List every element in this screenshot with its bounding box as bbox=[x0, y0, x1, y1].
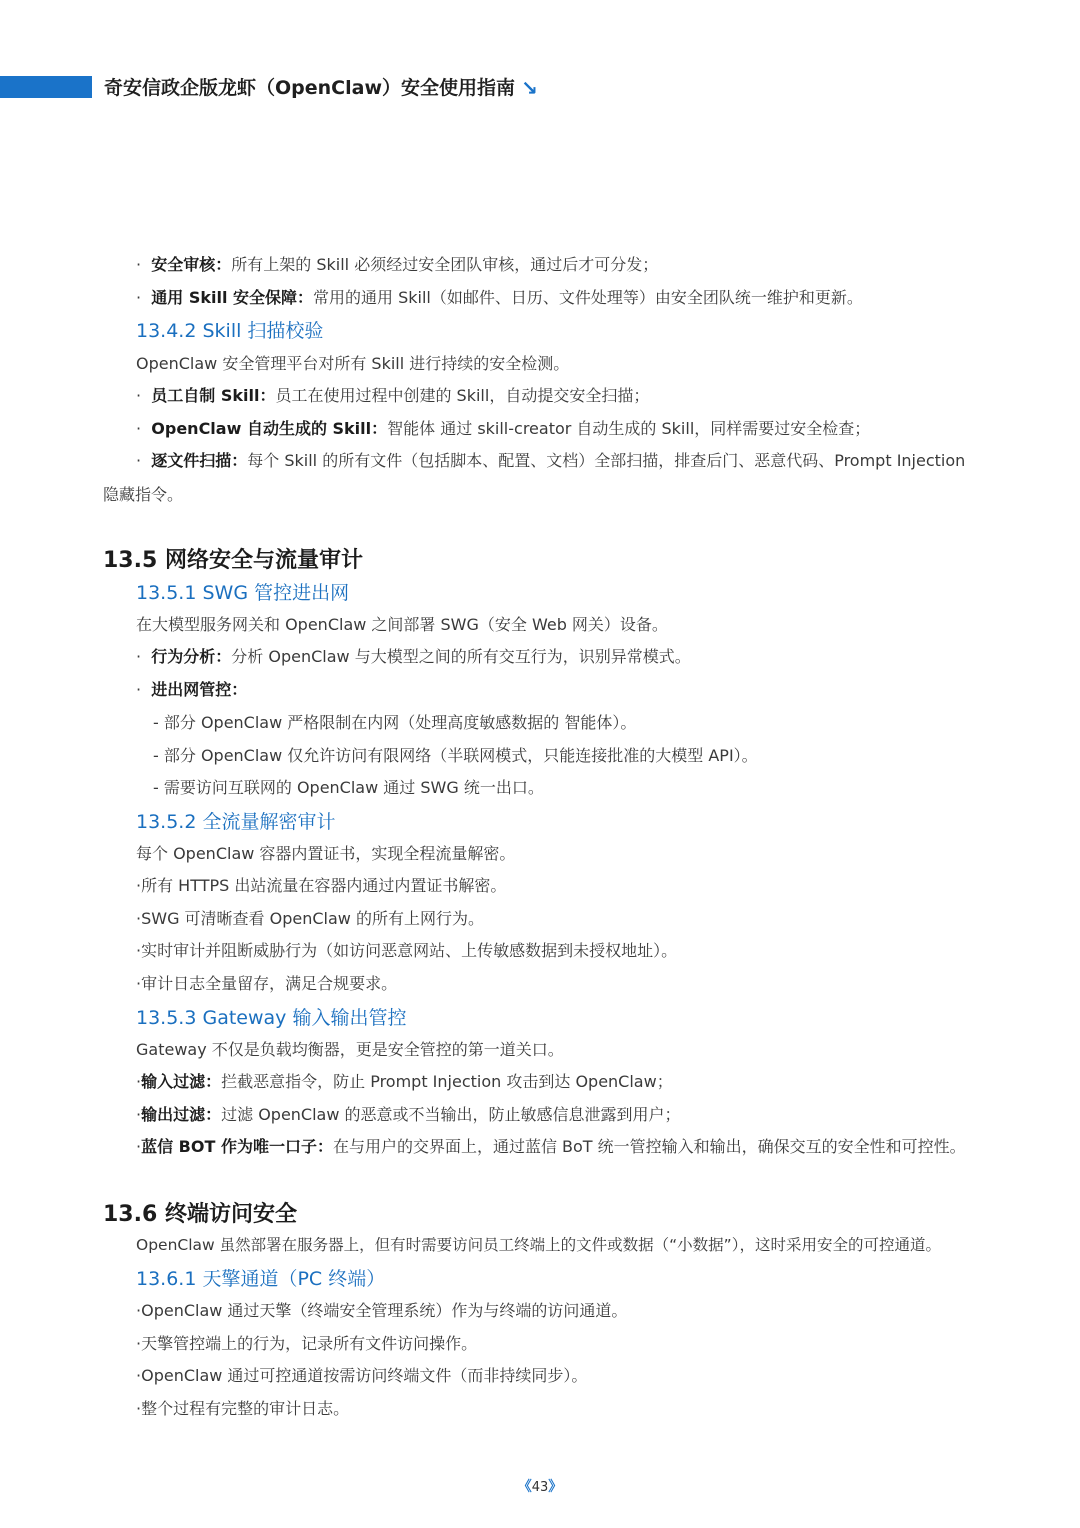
list-item bbox=[136, 646, 691, 668]
list-item bbox=[136, 679, 247, 701]
bullet: · bbox=[136, 974, 142, 993]
header-title: 奇安信政企版龙虾（OpenClaw）安全使用指南 bbox=[104, 77, 515, 99]
list-item-text: 整个过程有完整的审计日志。 bbox=[141, 1399, 350, 1418]
bullet: · bbox=[136, 1301, 142, 1320]
list-item bbox=[136, 418, 870, 440]
bullet: · bbox=[136, 647, 142, 666]
dash-item: - 部分 OpenClaw 严格限制在内网（处理高度敏感数据的 智能体）。 bbox=[153, 713, 637, 732]
list-item-text: 所有上架的 Skill 必须经过安全团队审核，通过后才可分发； bbox=[231, 255, 659, 274]
dash-item: - 需要访问互联网的 OpenClaw 通过 SWG 统一出口。 bbox=[153, 778, 544, 797]
list-item-term: 输出过滤： bbox=[141, 1105, 222, 1124]
subsection-heading-13-5-3: 13.5.3 Gateway 输入输出管控 bbox=[136, 1007, 407, 1029]
list-item-text: 拦截恶意指令，防止 Prompt Injection 攻击到达 OpenClaw； bbox=[221, 1072, 673, 1091]
list-item-text: 智能体 通过 skill-creator 自动生成的 Skill，同样需要过安全检查； bbox=[387, 419, 871, 438]
left-chevron-icon: 《 bbox=[517, 1479, 532, 1495]
paragraph: 每个 OpenClaw 容器内置证书，实现全程流量解密。 bbox=[136, 844, 516, 863]
list-item-text: 实时审计并阻断威胁行为（如访问恶意网站、上传敏感数据到未授权地址）。 bbox=[141, 941, 678, 960]
list-item bbox=[136, 1104, 681, 1126]
list-item-text: OpenClaw 通过天擎（终端安全管理系统）作为与终端的访问通道。 bbox=[141, 1301, 628, 1320]
bullet: · bbox=[136, 1137, 142, 1156]
list-item-continuation: 隐藏指令。 bbox=[103, 485, 184, 504]
list-item-term: 输入过滤： bbox=[141, 1072, 222, 1091]
list-item bbox=[136, 875, 506, 897]
list-item-term: 安全审核： bbox=[151, 255, 232, 274]
list-item-text: 过滤 OpenClaw 的恶意或不当输出，防止敏感信息泄露到用户； bbox=[221, 1105, 681, 1124]
list-item-term: 行为分析： bbox=[151, 647, 232, 666]
arrow-down-right-icon: ↘ bbox=[521, 76, 538, 100]
list-item-term: 通用 Skill 安全保障： bbox=[151, 288, 314, 307]
bullet: · bbox=[136, 876, 142, 895]
bullet: · bbox=[136, 419, 142, 438]
section-heading-13-6: 13.6 终端访问安全 bbox=[103, 1202, 297, 1227]
list-item-text: 天擎管控端上的行为，记录所有文件访问操作。 bbox=[141, 1334, 478, 1353]
paragraph: Gateway 不仅是负载均衡器，更是安全管控的第一道关口。 bbox=[136, 1040, 564, 1059]
list-item-term: 进出网管控： bbox=[151, 680, 248, 699]
list-item bbox=[136, 450, 965, 472]
paragraph: OpenClaw 虽然部署在服务器上，但有时需要访问员工终端上的文件或数据（“小数据”），这时采用安全的可控通道。 bbox=[136, 1236, 941, 1254]
bullet: · bbox=[136, 288, 142, 307]
page-number-value: 43 bbox=[531, 1480, 549, 1495]
list-item bbox=[136, 254, 658, 276]
bullet: · bbox=[136, 1334, 142, 1353]
paragraph: 在大模型服务网关和 OpenClaw 之间部署 SWG（安全 Web 网关）设备。 bbox=[136, 615, 668, 634]
list-item bbox=[136, 908, 484, 930]
subsection-heading-13-5-2: 13.5.2 全流量解密审计 bbox=[136, 811, 336, 833]
list-item bbox=[136, 940, 677, 962]
list-item bbox=[136, 287, 863, 309]
list-item-term: OpenClaw 自动生成的 Skill： bbox=[151, 419, 388, 438]
bullet: · bbox=[136, 909, 142, 928]
subsection-heading-13-4-2: 13.4.2 Skill 扫描校验 bbox=[136, 320, 324, 342]
bullet: · bbox=[136, 451, 142, 470]
list-item-text: 常用的通用 Skill（如邮件、日历、文件处理等）由安全团队统一维护和更新。 bbox=[313, 288, 863, 307]
list-item-text: 审计日志全量留存，满足合规要求。 bbox=[141, 974, 398, 993]
list-item bbox=[136, 1365, 587, 1387]
list-item-term: 员工自制 Skill： bbox=[151, 386, 276, 405]
list-item bbox=[136, 1300, 627, 1322]
list-item-text: 分析 OpenClaw 与大模型之间的所有交互行为，识别异常模式。 bbox=[231, 647, 691, 666]
list-item bbox=[136, 1398, 349, 1420]
header-accent-bar bbox=[0, 76, 92, 98]
list-item-text: OpenClaw 通过可控通道按需访问终端文件（而非持续同步）。 bbox=[141, 1366, 588, 1385]
list-item-term: 逐文件扫描： bbox=[151, 451, 248, 470]
paragraph: OpenClaw 安全管理平台对所有 Skill 进行持续的安全检测。 bbox=[136, 354, 570, 373]
right-chevron-icon: 》 bbox=[548, 1479, 563, 1495]
list-item-text: SWG 可清晰查看 OpenClaw 的所有上网行为。 bbox=[141, 909, 484, 928]
section-heading-13-5: 13.5 网络安全与流量审计 bbox=[103, 548, 363, 573]
list-item bbox=[136, 1136, 966, 1158]
bullet: · bbox=[136, 255, 142, 274]
bullet: · bbox=[136, 680, 142, 699]
document-header bbox=[104, 74, 538, 102]
list-item bbox=[136, 973, 397, 995]
list-item bbox=[136, 1071, 673, 1093]
list-item bbox=[136, 1333, 477, 1355]
subsection-heading-13-6-1: 13.6.1 天擎通道（PC 终端） bbox=[136, 1268, 386, 1290]
list-item-text: 在与用户的交界面上，通过蓝信 BoT 统一管控输入和输出，确保交互的安全性和可控性。 bbox=[332, 1137, 966, 1156]
bullet: · bbox=[136, 386, 142, 405]
bullet: · bbox=[136, 941, 142, 960]
bullet: · bbox=[136, 1366, 142, 1385]
list-item bbox=[136, 385, 649, 407]
list-item-text: 所有 HTTPS 出站流量在容器内通过内置证书解密。 bbox=[141, 876, 507, 895]
dash-item: - 部分 OpenClaw 仅允许访问有限网络（半联网模式，只能连接批准的大模型 API）。 bbox=[153, 746, 758, 765]
list-item-term: 蓝信 BOT 作为唯一口子： bbox=[141, 1137, 333, 1156]
list-item-text: 员工在使用过程中创建的 Skill，自动提交安全扫描； bbox=[275, 386, 650, 405]
bullet: · bbox=[136, 1105, 142, 1124]
bullet: · bbox=[136, 1072, 142, 1091]
subsection-heading-13-5-1: 13.5.1 SWG 管控进出网 bbox=[136, 582, 350, 604]
bullet: · bbox=[136, 1399, 142, 1418]
list-item-text: 每个 Skill 的所有文件（包括脚本、配置、文档）全部扫描，排查后门、恶意代码、Prompt Injection bbox=[247, 451, 966, 470]
page-number bbox=[518, 1476, 563, 1496]
